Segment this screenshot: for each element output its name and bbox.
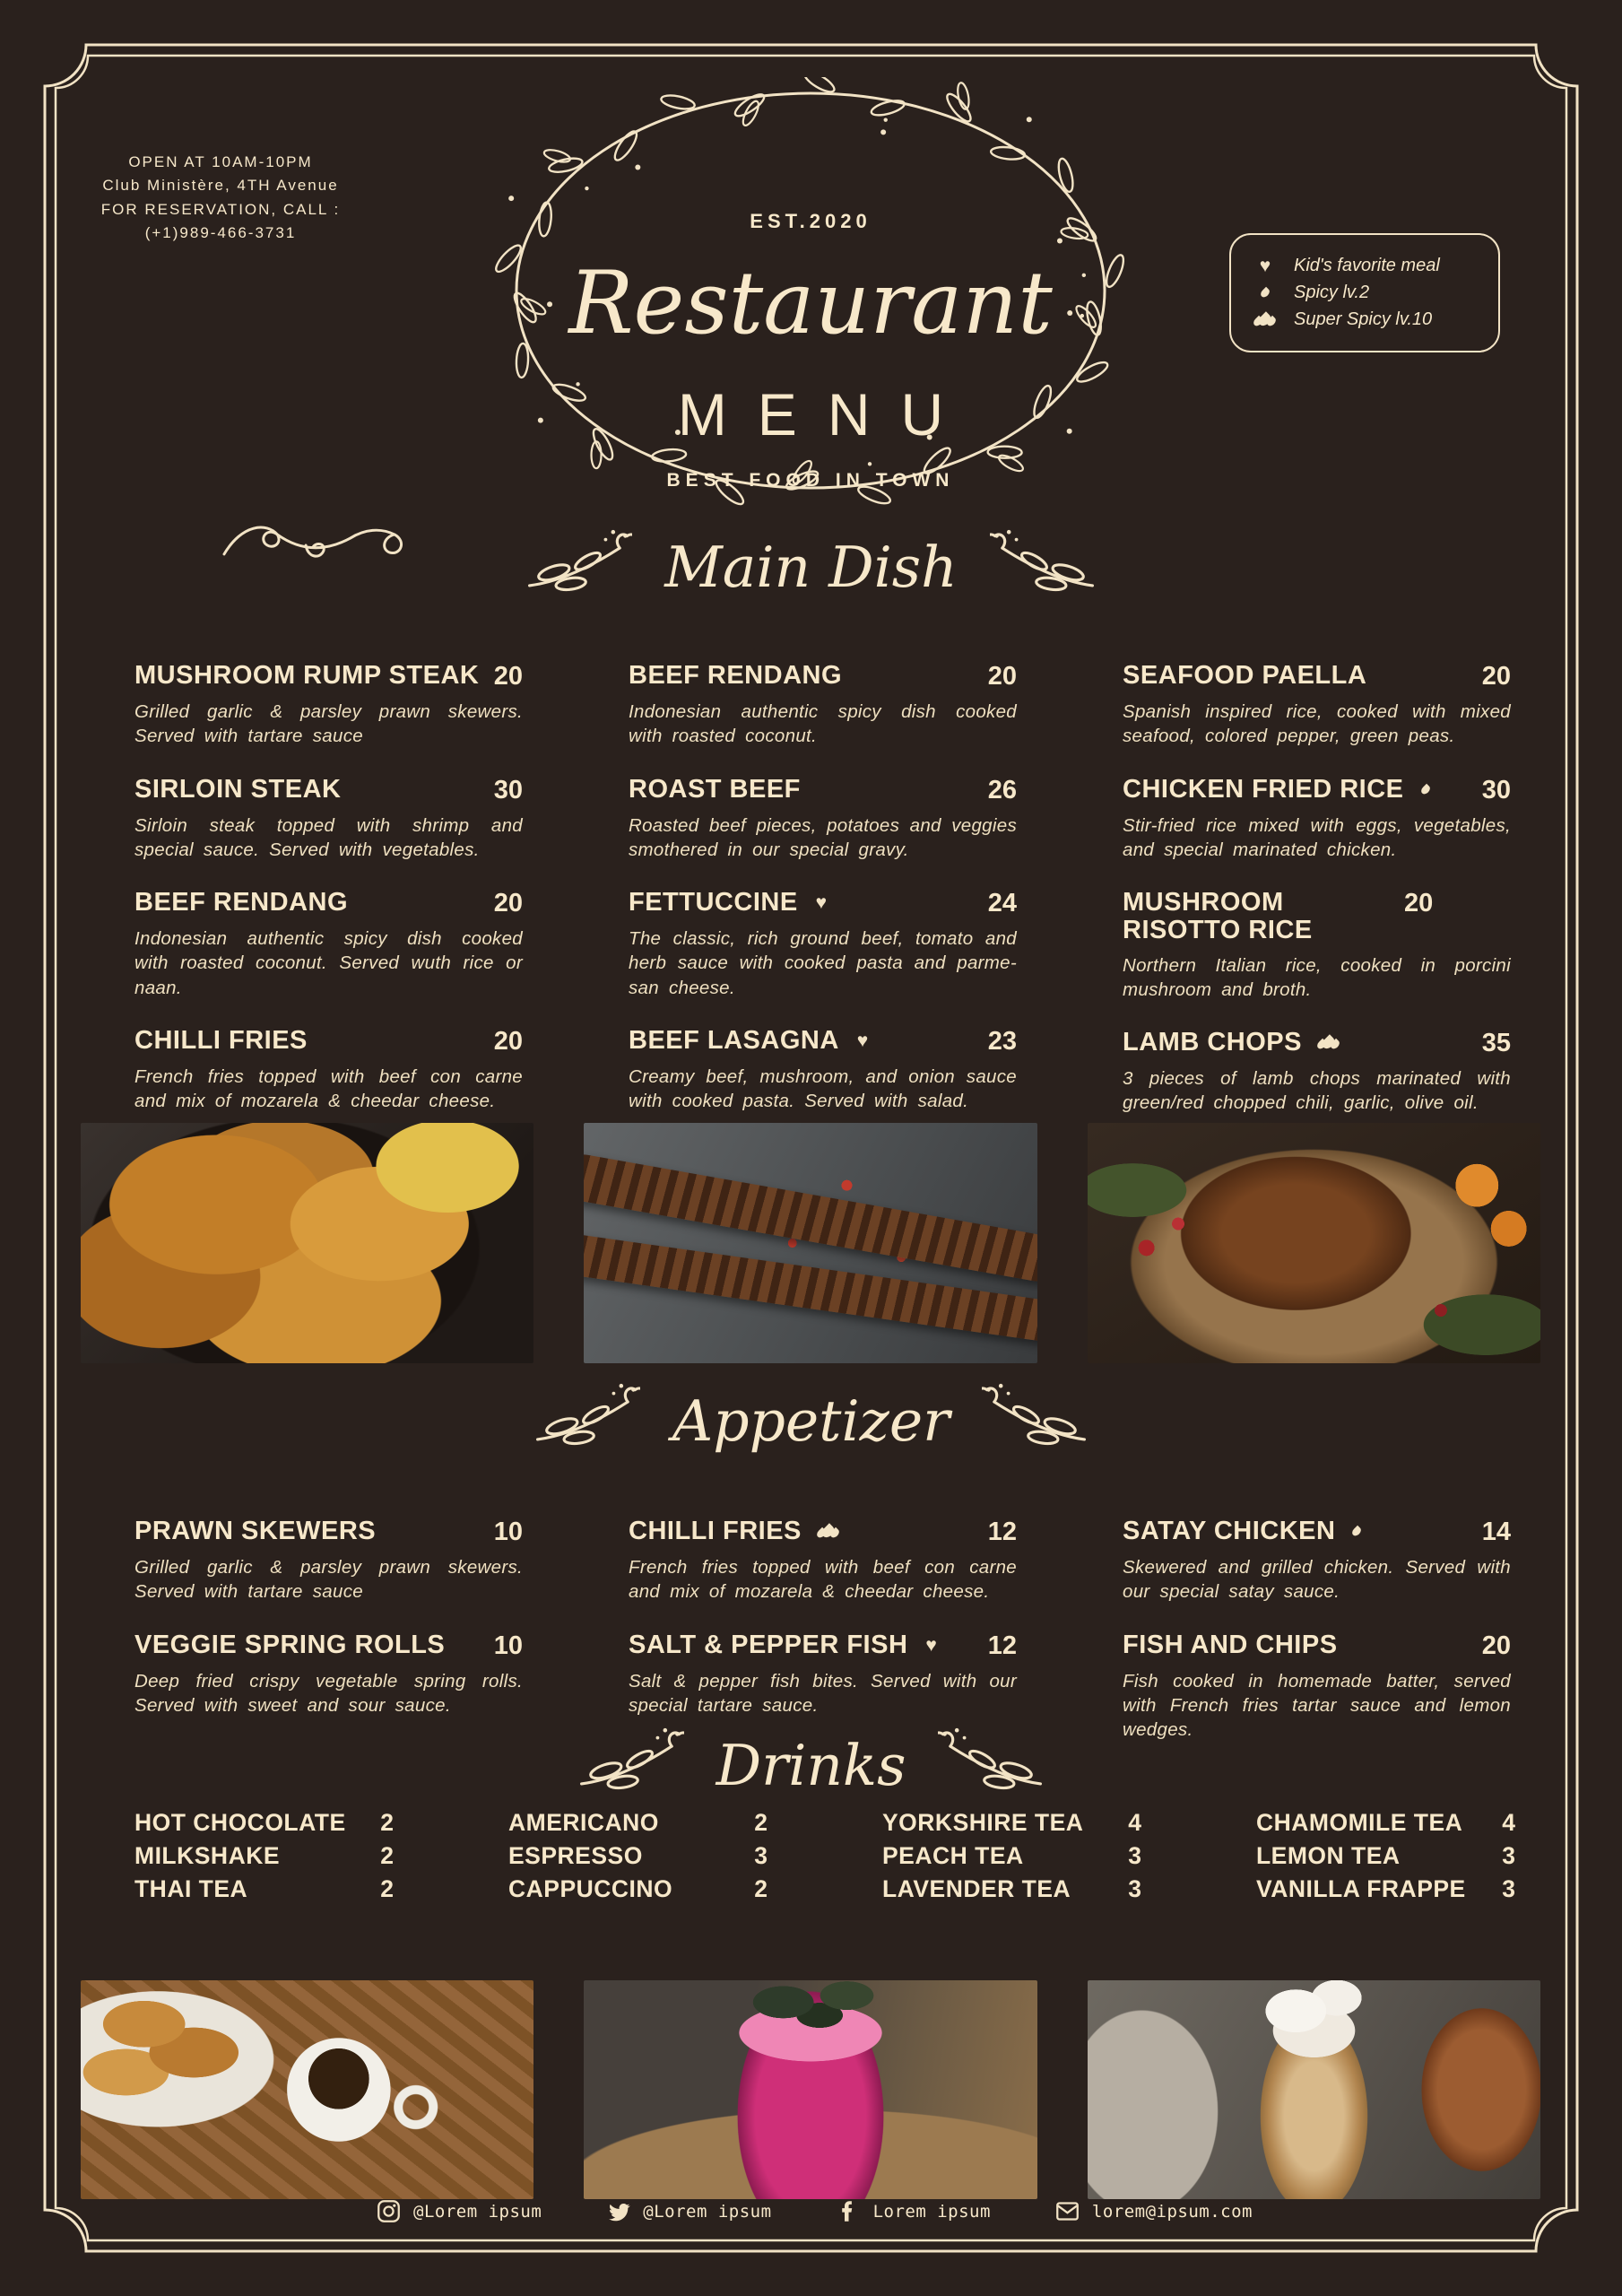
drink-row bbox=[508, 1839, 768, 1873]
menu-item-price: 30 bbox=[493, 775, 523, 804]
menu-item-name: PRAWN SKEWERS bbox=[134, 1517, 377, 1545]
opening-hours: OPEN AT 10AM-10PM bbox=[128, 153, 313, 170]
twitter-icon bbox=[606, 2199, 630, 2223]
menu-item bbox=[629, 889, 1017, 1000]
drink-row bbox=[882, 1873, 1141, 1906]
drink-name: YORKSHIRE TEA bbox=[882, 1809, 1084, 1836]
contact-info bbox=[79, 151, 362, 245]
legend-kids-favorite bbox=[1249, 256, 1480, 276]
drink-price: 2 bbox=[754, 1875, 768, 1902]
super-spicy-icon bbox=[820, 1525, 838, 1538]
logo-menu-word: MENU bbox=[677, 381, 975, 448]
drink-name: VANILLA FRAPPE bbox=[1256, 1875, 1466, 1902]
drink-price: 3 bbox=[754, 1842, 768, 1869]
menu-item-price: 20 bbox=[493, 662, 523, 691]
menu-item-description: Spanish inspired rice, cooked with mixed seafood, colored pepper, green peas. bbox=[1123, 701, 1511, 747]
floral-sprig-icon bbox=[575, 1726, 684, 1805]
menu-item bbox=[1123, 1518, 1511, 1605]
spicy-icon bbox=[1249, 288, 1281, 298]
drink-name: LEMON TEA bbox=[1256, 1842, 1401, 1869]
menu-item-description: The classic, rich ground beef, tomato and herb sauce with cooked pasta and parme-san cheese. bbox=[629, 928, 1017, 998]
menu-item-price: 12 bbox=[987, 1631, 1017, 1660]
menu-item-name: BEEF RENDANG bbox=[134, 888, 349, 917]
menu-item-price: 35 bbox=[1481, 1029, 1511, 1058]
menu-item-price: 20 bbox=[987, 662, 1017, 691]
menu-item bbox=[1123, 889, 1511, 1002]
legend-box bbox=[1229, 233, 1500, 352]
drink-price: 2 bbox=[380, 1809, 394, 1836]
menu-item-name: VEGGIE SPRING ROLLS bbox=[134, 1630, 446, 1659]
floral-sprig-icon bbox=[523, 527, 632, 606]
main-dish-grid bbox=[134, 662, 1511, 1143]
floral-sprig-icon bbox=[938, 1726, 1047, 1805]
drink-row bbox=[1256, 1839, 1515, 1873]
drink-name: LAVENDER TEA bbox=[882, 1875, 1071, 1902]
drinks-photos bbox=[81, 1980, 1540, 2199]
menu-item-description: Creamy beef, mushroom, and onion sauce with cooked pasta. Served with salad. bbox=[629, 1065, 1017, 1111]
drink-name: MILKSHAKE bbox=[134, 1842, 281, 1869]
mail-icon bbox=[1055, 2199, 1080, 2223]
legend-label: Spicy lv.2 bbox=[1294, 283, 1370, 302]
heart-icon: ♥ bbox=[815, 892, 828, 914]
section-title-main-dish: Main Dish bbox=[664, 534, 958, 600]
email-text: lorem@ipsum.com bbox=[1091, 2201, 1253, 2222]
photo-beef-kebab-skewers bbox=[584, 1123, 1037, 1363]
menu-item bbox=[134, 776, 523, 863]
menu-item-price: 14 bbox=[1481, 1518, 1511, 1546]
photo-pink-berry-drink bbox=[584, 1980, 1037, 2199]
phone-number: (+1)989-466-3731 bbox=[144, 224, 297, 242]
drinks-column-1 bbox=[134, 1806, 394, 1906]
main-dish-column-2 bbox=[629, 662, 1017, 1143]
menu-item-price: 26 bbox=[987, 775, 1017, 804]
drink-row bbox=[882, 1806, 1141, 1839]
menu-item bbox=[134, 1027, 523, 1114]
floral-sprig-icon bbox=[531, 1381, 640, 1460]
menu-item-price: 20 bbox=[493, 1026, 523, 1056]
spicy-icon bbox=[1351, 1526, 1363, 1537]
menu-item-description: Northern Italian rice, cooked in porcini mushroom and broth. bbox=[1123, 954, 1511, 1000]
drink-price: 4 bbox=[1502, 1809, 1515, 1836]
menu-item-description: Stir-fried rice mixed with eggs, vegetables, and special marinated chicken. bbox=[1123, 814, 1511, 860]
menu-item-price: 24 bbox=[987, 889, 1017, 918]
heart-icon: ♥ bbox=[856, 1030, 869, 1051]
menu-item-name: SEAFOOD PAELLA bbox=[1123, 661, 1367, 690]
email-contact bbox=[1055, 2199, 1253, 2223]
menu-item-description: Fish cooked in homemade batter, served with French fries tartar sauce and lemon wedges. bbox=[1123, 1670, 1511, 1740]
main-dish-column-1 bbox=[134, 662, 523, 1143]
drink-price: 2 bbox=[380, 1842, 394, 1869]
photo-iced-latte-with-cream bbox=[1088, 1980, 1540, 2199]
logo-title: Restaurant bbox=[568, 253, 1053, 353]
drink-name: CHAMOMILE TEA bbox=[1256, 1809, 1463, 1836]
drink-row bbox=[508, 1806, 768, 1839]
drink-name: THAI TEA bbox=[134, 1875, 248, 1902]
menu-item-description: French fries topped with beef con carne and mix of mozarela & cheedar cheese. bbox=[134, 1065, 523, 1111]
menu-item-description: Indonesian authentic spicy dish cooked with roasted coconut. bbox=[629, 701, 1017, 747]
address: Club Ministère, 4TH Avenue bbox=[102, 177, 339, 195]
logo-wreath bbox=[495, 77, 1126, 506]
super-spicy-icon bbox=[1320, 1036, 1339, 1049]
drink-row bbox=[508, 1873, 768, 1906]
legend-label: Kid's favorite meal bbox=[1294, 256, 1440, 275]
drink-price: 3 bbox=[1502, 1842, 1515, 1869]
drinks-column-4 bbox=[1256, 1806, 1515, 1906]
drink-row bbox=[1256, 1806, 1515, 1839]
instagram-icon bbox=[377, 2199, 401, 2223]
menu-item-price: 10 bbox=[493, 1518, 523, 1546]
menu-item-name: BEEF LASAGNA bbox=[629, 1025, 839, 1055]
menu-item-price: 30 bbox=[1481, 775, 1511, 804]
drink-price: 2 bbox=[380, 1875, 394, 1902]
menu-item-name: FETTUCCINE bbox=[629, 888, 798, 917]
menu-item-name: SATAY CHICKEN bbox=[1123, 1517, 1336, 1545]
floral-sprig-icon bbox=[982, 1381, 1091, 1460]
floral-sprig-icon bbox=[990, 527, 1099, 606]
instagram-handle bbox=[377, 2199, 542, 2223]
drink-price: 3 bbox=[1128, 1842, 1141, 1869]
menu-item bbox=[629, 1518, 1017, 1605]
drinks-header bbox=[0, 1726, 1622, 1805]
menu-item-price: 20 bbox=[1404, 889, 1434, 918]
menu-item-description: 3 pieces of lamb chops marinated with green/red chopped chili, garlic, olive oil. bbox=[1123, 1068, 1511, 1114]
drink-price: 4 bbox=[1128, 1809, 1141, 1836]
drinks-grid bbox=[134, 1806, 1515, 1906]
menu-item-description: Grilled garlic & parsley prawn skewers. Served with tartare sauce bbox=[134, 1557, 523, 1603]
facebook-text: Lorem ipsum bbox=[872, 2201, 991, 2222]
menu-item-price: 20 bbox=[493, 889, 523, 918]
menu-item bbox=[134, 1631, 523, 1718]
menu-item-description: Sirloin steak topped with shrimp and special sauce. Served with vegetables. bbox=[134, 814, 523, 860]
menu-item-name: MUSHROOM RISOTTO RICE bbox=[1123, 888, 1313, 945]
drink-price: 3 bbox=[1502, 1875, 1515, 1902]
drinks-column-3 bbox=[882, 1806, 1141, 1906]
menu-item bbox=[134, 889, 523, 1000]
twitter-handle bbox=[606, 2199, 771, 2223]
main-dish-header bbox=[0, 527, 1622, 606]
menu-item bbox=[629, 1631, 1017, 1718]
drink-name: HOT CHOCOLATE bbox=[134, 1809, 346, 1836]
menu-item-name: MUSHROOM RUMP STEAK bbox=[134, 661, 480, 690]
legend-label: Super Spicy lv.10 bbox=[1294, 309, 1433, 329]
drinks-column-2 bbox=[508, 1806, 768, 1906]
drink-row bbox=[134, 1839, 394, 1873]
drink-price: 3 bbox=[1128, 1875, 1141, 1902]
menu-item-description: Roasted beef pieces, potatoes and veggies smothered in our special gravy. bbox=[629, 814, 1017, 860]
drink-name: ESPRESSO bbox=[508, 1842, 643, 1869]
menu-item bbox=[629, 776, 1017, 863]
menu-item-price: 12 bbox=[987, 1518, 1017, 1546]
menu-item-price: 10 bbox=[493, 1631, 523, 1660]
menu-item bbox=[1123, 1029, 1511, 1116]
main-dish-photos bbox=[81, 1123, 1540, 1363]
menu-item-description: French fries topped with beef con carne and mix of mozarela & cheedar cheese. bbox=[629, 1557, 1017, 1603]
heart-icon: ♥ bbox=[1259, 256, 1271, 276]
drink-row bbox=[1256, 1873, 1515, 1906]
photo-roast-meat-platter bbox=[1088, 1123, 1540, 1363]
drink-name: AMERICANO bbox=[508, 1809, 659, 1836]
menu-item-description: Indonesian authentic spicy dish cooked with roasted coconut. Served wuth rice or naan. bbox=[134, 928, 523, 998]
footer-social bbox=[377, 2199, 1253, 2223]
menu-item-name: BEEF RENDANG bbox=[629, 661, 843, 690]
drink-name: PEACH TEA bbox=[882, 1842, 1024, 1869]
menu-item bbox=[134, 1518, 523, 1605]
menu-item bbox=[134, 662, 523, 749]
section-title-drinks: Drinks bbox=[716, 1732, 906, 1798]
menu-item bbox=[629, 662, 1017, 749]
facebook-handle bbox=[837, 2199, 991, 2223]
menu-item-name: CHILLI FRIES bbox=[134, 1025, 308, 1055]
menu-item-name: FISH AND CHIPS bbox=[1123, 1630, 1338, 1659]
menu-item-name: ROAST BEEF bbox=[629, 774, 801, 804]
menu-item bbox=[1123, 776, 1511, 863]
menu-item-name: SIRLOIN STEAK bbox=[134, 774, 342, 804]
appetizer-header bbox=[0, 1381, 1622, 1460]
drink-price: 2 bbox=[754, 1809, 768, 1836]
menu-item-price: 20 bbox=[1481, 662, 1511, 691]
spicy-icon bbox=[1419, 783, 1431, 795]
facebook-icon bbox=[837, 2199, 861, 2223]
logo-tagline: BEST FOOD IN TOWN bbox=[666, 470, 955, 491]
photo-croissants-and-coffee bbox=[81, 1980, 533, 2199]
drink-row bbox=[134, 1806, 394, 1839]
section-title-appetizer: Appetizer bbox=[672, 1387, 950, 1454]
heart-icon: ♥ bbox=[925, 1634, 937, 1656]
twitter-text: @Lorem ipsum bbox=[643, 2201, 772, 2222]
super-spicy-icon bbox=[1249, 313, 1281, 326]
menu-item bbox=[629, 1027, 1017, 1114]
menu-item-price: 20 bbox=[1481, 1631, 1511, 1660]
drink-row bbox=[134, 1873, 394, 1906]
menu-item-name: CHILLI FRIES bbox=[629, 1517, 802, 1545]
menu-item-price: 23 bbox=[987, 1026, 1017, 1056]
menu-item-description: Deep fried crispy vegetable spring rolls. Served with sweet and sour sauce. bbox=[134, 1670, 523, 1716]
menu-item bbox=[1123, 662, 1511, 749]
menu-item-description: Grilled garlic & parsley prawn skewers. Served with tartare sauce bbox=[134, 701, 523, 747]
logo-established: EST.2020 bbox=[750, 210, 872, 232]
main-dish-column-3 bbox=[1123, 662, 1511, 1143]
instagram-text: @Lorem ipsum bbox=[413, 2201, 542, 2222]
reservation-label: FOR RESERVATION, CALL : bbox=[100, 200, 341, 218]
menu-item-name: SALT & PEPPER FISH bbox=[629, 1630, 908, 1659]
drink-row bbox=[882, 1839, 1141, 1873]
legend-spicy bbox=[1249, 283, 1480, 303]
menu-item-name: LAMB CHOPS bbox=[1123, 1028, 1302, 1057]
legend-super-spicy bbox=[1249, 309, 1480, 330]
menu-item-description: Salt & pepper fish bites. Served with our special tartare sauce. bbox=[629, 1670, 1017, 1716]
menu-item-name: CHICKEN FRIED RICE bbox=[1123, 774, 1404, 804]
drink-name: CAPPUCCINO bbox=[508, 1875, 673, 1902]
photo-fried-chicken-and-fries bbox=[81, 1123, 533, 1363]
menu-item-description: Skewered and grilled chicken. Served with our special satay sauce. bbox=[1123, 1557, 1511, 1603]
